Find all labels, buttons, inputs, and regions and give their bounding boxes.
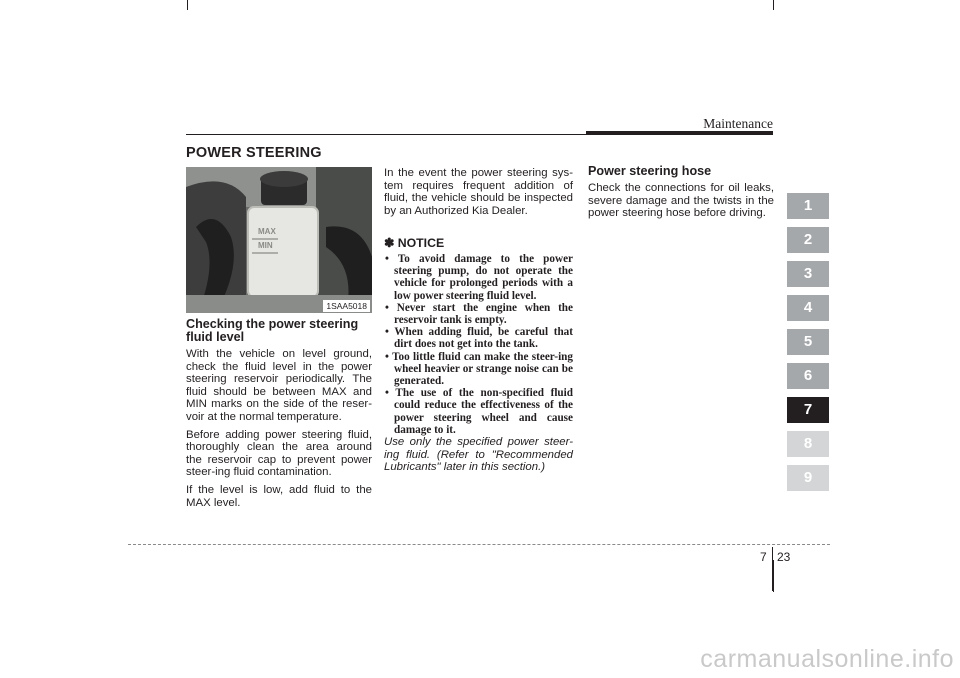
paragraph: If the level is low, add fluid to the MAX level. xyxy=(186,483,372,509)
crop-mark xyxy=(773,0,774,10)
chapter-tab-4[interactable]: 4 xyxy=(787,295,829,321)
crop-mark xyxy=(187,0,188,10)
notice-item: • When adding fluid, be careful that dirt does not get into the tank. xyxy=(385,326,573,351)
photo-code: 1SAA5018 xyxy=(323,300,370,312)
column-1 xyxy=(186,318,372,514)
notice-list xyxy=(384,253,573,436)
hose-heading: Power steering hose xyxy=(588,164,712,178)
paragraph: Check the connections for oil leaks, severe damage and the twists in the power steering hose before driving. xyxy=(588,182,774,220)
chapter-tab-9[interactable]: 9 xyxy=(787,465,829,491)
chapter-tabs xyxy=(787,193,829,499)
notice-item: • The use of the non-specified fluid could reduce the effectiveness of the power steering wheel and cause damage to it. xyxy=(385,387,573,436)
paragraph: Before adding power steering fluid, thoroughly clean the area around the reservoir cap to prevent power steer-ing fluid contamination. xyxy=(186,428,372,479)
paragraph: With the vehicle on level ground, check the fluid level in the power steering reservoir periodically. The fluid should be between MAX and MIN marks on the side of the reser-voir at the normal temperature. xyxy=(186,348,372,423)
notice-heading: ✽ NOTICE xyxy=(384,236,445,251)
checking-fluid-heading: Checking the power steering fluid level xyxy=(186,317,359,344)
chapter-tab-7[interactable]: 7 xyxy=(787,397,829,423)
min-mark-label: MIN xyxy=(258,241,273,250)
column-3 xyxy=(588,165,774,225)
header-rule-thick xyxy=(586,131,773,135)
chapter-tab-3[interactable]: 3 xyxy=(787,261,829,287)
page-number-value: 23 xyxy=(777,550,791,564)
running-header: Maintenance xyxy=(703,116,773,131)
fluid-note: Use only the specified power steer-ing fluid. (Refer to "Recommended Lubricants" later in this section.) xyxy=(384,436,573,474)
chapter-tab-5[interactable]: 5 xyxy=(787,329,829,355)
section-title: POWER STEERING xyxy=(186,145,322,161)
notice-item: • Too little fluid can make the steer-ing wheel heavier or strange noise can be generated. xyxy=(385,350,573,387)
watermark: carmanualsonline.info xyxy=(700,645,954,673)
chapter-number: 7 xyxy=(760,550,767,564)
reservoir-photo xyxy=(186,167,372,313)
header-rule xyxy=(186,134,586,135)
reservoir-illustration xyxy=(186,167,372,313)
chapter-tab-2[interactable]: 2 xyxy=(787,227,829,253)
paragraph: In the event the power steering sys-tem requires frequent addition of fluid, the vehicle should be inspected by an Authorized Kia Dealer. xyxy=(384,167,573,217)
chapter-tab-1[interactable]: 1 xyxy=(787,193,829,219)
crop-mark xyxy=(773,560,774,592)
chapter-tab-8[interactable]: 8 xyxy=(787,431,829,457)
max-mark-label: MAX xyxy=(258,227,276,236)
chapter-tab-6[interactable]: 6 xyxy=(787,363,829,389)
column-2 xyxy=(384,167,573,479)
footer-divider xyxy=(128,544,830,545)
notice-item: • Never start the engine when the reservoir tank is empty. xyxy=(385,301,573,326)
notice-item: • To avoid damage to the power steering pump, do not operate the vehicle for prolonged periods with a low power steering fluid level. xyxy=(385,252,573,302)
page-number-separator xyxy=(772,547,773,591)
